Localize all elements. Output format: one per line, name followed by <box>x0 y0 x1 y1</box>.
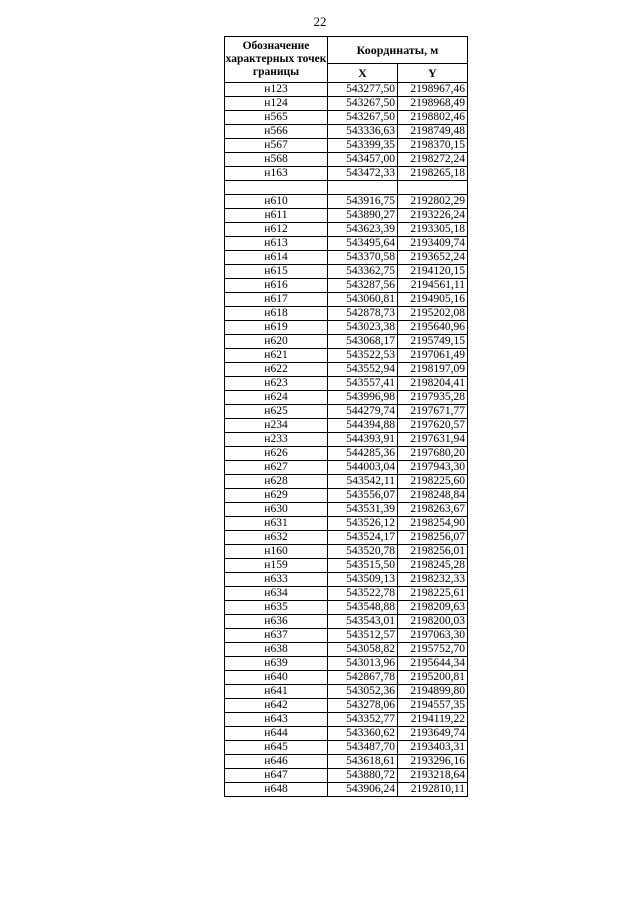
table-row <box>225 111 468 125</box>
y-cell: 2197935,28 <box>398 391 468 405</box>
y-cell: 2198272,24 <box>398 153 468 167</box>
x-cell: 544003,04 <box>328 461 398 475</box>
x-cell: 543880,72 <box>328 769 398 783</box>
point-cell: н612 <box>225 223 328 237</box>
x-cell: 543060,81 <box>328 293 398 307</box>
header-x: X <box>328 64 398 83</box>
table-row <box>225 643 468 657</box>
table-row <box>225 783 468 797</box>
table-row <box>225 251 468 265</box>
y-cell: 2198245,28 <box>398 559 468 573</box>
x-cell: 543509,13 <box>328 573 398 587</box>
point-cell: н623 <box>225 377 328 391</box>
table-row <box>225 321 468 335</box>
table-row <box>225 559 468 573</box>
point-cell: н626 <box>225 447 328 461</box>
y-cell: 2197620,57 <box>398 419 468 433</box>
point-cell: н614 <box>225 251 328 265</box>
y-cell: 2194120,15 <box>398 265 468 279</box>
x-cell: 543267,50 <box>328 97 398 111</box>
x-cell <box>328 181 398 195</box>
x-cell: 543520,78 <box>328 545 398 559</box>
y-cell: 2194119,22 <box>398 713 468 727</box>
table-row <box>225 531 468 545</box>
y-cell: 2198749,48 <box>398 125 468 139</box>
point-cell: н630 <box>225 503 328 517</box>
point-cell: н234 <box>225 419 328 433</box>
y-cell: 2193403,31 <box>398 741 468 755</box>
table-row <box>225 363 468 377</box>
y-cell: 2197671,77 <box>398 405 468 419</box>
y-cell: 2195752,70 <box>398 643 468 657</box>
y-cell: 2195200,81 <box>398 671 468 685</box>
header-point-designation: Обозначение характерных точек границы <box>225 37 328 83</box>
y-cell: 2198225,60 <box>398 475 468 489</box>
table-row <box>225 517 468 531</box>
y-cell: 2198263,67 <box>398 503 468 517</box>
x-cell: 543515,50 <box>328 559 398 573</box>
table-row <box>225 503 468 517</box>
y-cell: 2198370,15 <box>398 139 468 153</box>
table-row <box>225 391 468 405</box>
table-row <box>225 727 468 741</box>
x-cell: 542878,73 <box>328 307 398 321</box>
x-cell: 543556,07 <box>328 489 398 503</box>
y-cell: 2198209,63 <box>398 601 468 615</box>
x-cell: 543267,50 <box>328 111 398 125</box>
point-cell: н565 <box>225 111 328 125</box>
table-row <box>225 167 468 181</box>
y-cell: 2193296,16 <box>398 755 468 769</box>
x-cell: 543512,57 <box>328 629 398 643</box>
y-cell: 2194899,80 <box>398 685 468 699</box>
table-row <box>225 433 468 447</box>
point-cell: н648 <box>225 783 328 797</box>
table-row <box>225 755 468 769</box>
table-row <box>225 461 468 475</box>
y-cell: 2192810,11 <box>398 783 468 797</box>
x-cell: 543548,88 <box>328 601 398 615</box>
x-cell: 543543,01 <box>328 615 398 629</box>
y-cell: 2193305,18 <box>398 223 468 237</box>
point-cell: н638 <box>225 643 328 657</box>
point-cell: н647 <box>225 769 328 783</box>
x-cell: 543890,27 <box>328 209 398 223</box>
y-cell: 2198197,09 <box>398 363 468 377</box>
point-cell: н616 <box>225 279 328 293</box>
point-cell: н567 <box>225 139 328 153</box>
y-cell: 2193409,74 <box>398 237 468 251</box>
table-row <box>225 657 468 671</box>
x-cell: 543557,41 <box>328 377 398 391</box>
point-cell: н620 <box>225 335 328 349</box>
table-row <box>225 125 468 139</box>
y-cell: 2198204,41 <box>398 377 468 391</box>
y-cell: 2194561,11 <box>398 279 468 293</box>
y-cell: 2192802,29 <box>398 195 468 209</box>
table-row <box>225 713 468 727</box>
table-row <box>225 97 468 111</box>
table-row <box>225 223 468 237</box>
y-cell: 2197061,49 <box>398 349 468 363</box>
table-row <box>225 545 468 559</box>
point-cell: н613 <box>225 237 328 251</box>
table-row <box>225 419 468 433</box>
table-row <box>225 615 468 629</box>
x-cell: 543362,75 <box>328 265 398 279</box>
table-row <box>225 377 468 391</box>
y-cell: 2198248,84 <box>398 489 468 503</box>
point-cell: н625 <box>225 405 328 419</box>
point-cell: н233 <box>225 433 328 447</box>
point-cell: н159 <box>225 559 328 573</box>
table-row <box>225 139 468 153</box>
y-cell <box>398 181 468 195</box>
y-cell: 2198200,03 <box>398 615 468 629</box>
point-cell: н646 <box>225 755 328 769</box>
table-row <box>225 83 468 97</box>
x-cell: 543542,11 <box>328 475 398 489</box>
x-cell: 543552,94 <box>328 363 398 377</box>
x-cell: 542867,78 <box>328 671 398 685</box>
table-row <box>225 237 468 251</box>
y-cell: 2193218,64 <box>398 769 468 783</box>
x-cell: 544393,91 <box>328 433 398 447</box>
x-cell: 543526,12 <box>328 517 398 531</box>
x-cell: 543336,63 <box>328 125 398 139</box>
point-cell: н622 <box>225 363 328 377</box>
x-cell: 543522,53 <box>328 349 398 363</box>
table-row <box>225 405 468 419</box>
x-cell: 544285,36 <box>328 447 398 461</box>
point-cell: н611 <box>225 209 328 223</box>
point-cell: н642 <box>225 699 328 713</box>
y-cell: 2198232,33 <box>398 573 468 587</box>
point-cell: н566 <box>225 125 328 139</box>
x-cell: 543399,35 <box>328 139 398 153</box>
table-row <box>225 209 468 223</box>
point-cell: н568 <box>225 153 328 167</box>
table-row <box>225 475 468 489</box>
y-cell: 2198968,49 <box>398 97 468 111</box>
y-cell: 2197943,30 <box>398 461 468 475</box>
point-cell: н621 <box>225 349 328 363</box>
table-body <box>225 83 468 797</box>
point-cell: н644 <box>225 727 328 741</box>
point-cell: н631 <box>225 517 328 531</box>
x-cell: 543495,64 <box>328 237 398 251</box>
x-cell: 543278,06 <box>328 699 398 713</box>
table-row <box>225 573 468 587</box>
point-cell: н632 <box>225 531 328 545</box>
point-cell: н640 <box>225 671 328 685</box>
page-number: 22 <box>313 14 327 29</box>
table-row <box>225 181 468 195</box>
table-row <box>225 601 468 615</box>
y-cell: 2198254,90 <box>398 517 468 531</box>
point-cell: н639 <box>225 657 328 671</box>
x-cell: 543531,39 <box>328 503 398 517</box>
table-row <box>225 699 468 713</box>
table-row <box>225 685 468 699</box>
table-row <box>225 741 468 755</box>
y-cell: 2197631,94 <box>398 433 468 447</box>
x-cell: 543277,50 <box>328 83 398 97</box>
header-coordinates: Координаты, м <box>328 37 468 64</box>
table-row <box>225 153 468 167</box>
x-cell: 543360,62 <box>328 727 398 741</box>
coordinates-table <box>224 36 468 797</box>
point-cell: н124 <box>225 97 328 111</box>
table-row <box>225 769 468 783</box>
x-cell: 543623,39 <box>328 223 398 237</box>
x-cell: 543287,56 <box>328 279 398 293</box>
x-cell: 544394,88 <box>328 419 398 433</box>
point-cell: н123 <box>225 83 328 97</box>
y-cell: 2194557,35 <box>398 699 468 713</box>
point-cell: н634 <box>225 587 328 601</box>
y-cell: 2197680,20 <box>398 447 468 461</box>
point-cell: н610 <box>225 195 328 209</box>
table-row <box>225 349 468 363</box>
point-cell: н615 <box>225 265 328 279</box>
table-row <box>225 447 468 461</box>
x-cell: 543457,00 <box>328 153 398 167</box>
x-cell: 544279,74 <box>328 405 398 419</box>
table-row <box>225 587 468 601</box>
x-cell: 543996,98 <box>328 391 398 405</box>
y-cell: 2198225,61 <box>398 587 468 601</box>
point-cell: н617 <box>225 293 328 307</box>
table-row <box>225 279 468 293</box>
y-cell: 2198802,46 <box>398 111 468 125</box>
point-cell: н160 <box>225 545 328 559</box>
point-cell: н641 <box>225 685 328 699</box>
x-cell: 543058,82 <box>328 643 398 657</box>
x-cell: 543487,70 <box>328 741 398 755</box>
table-row <box>225 629 468 643</box>
x-cell: 543524,17 <box>328 531 398 545</box>
y-cell: 2198265,18 <box>398 167 468 181</box>
point-cell: н637 <box>225 629 328 643</box>
x-cell: 543352,77 <box>328 713 398 727</box>
y-cell: 2193652,24 <box>398 251 468 265</box>
table-row <box>225 335 468 349</box>
table-row <box>225 307 468 321</box>
y-cell: 2195749,15 <box>398 335 468 349</box>
y-cell: 2198256,01 <box>398 545 468 559</box>
point-cell: н619 <box>225 321 328 335</box>
x-cell: 543023,38 <box>328 321 398 335</box>
y-cell: 2198967,46 <box>398 83 468 97</box>
table-row <box>225 195 468 209</box>
y-cell: 2195202,08 <box>398 307 468 321</box>
x-cell: 543052,36 <box>328 685 398 699</box>
y-cell: 2193649,74 <box>398 727 468 741</box>
point-cell: н635 <box>225 601 328 615</box>
x-cell: 543013,96 <box>328 657 398 671</box>
y-cell: 2193226,24 <box>398 209 468 223</box>
y-cell: 2198256,07 <box>398 531 468 545</box>
point-cell: н643 <box>225 713 328 727</box>
point-cell: н618 <box>225 307 328 321</box>
x-cell: 543472,33 <box>328 167 398 181</box>
point-cell: н629 <box>225 489 328 503</box>
table-row <box>225 293 468 307</box>
x-cell: 543370,58 <box>328 251 398 265</box>
point-cell: н624 <box>225 391 328 405</box>
y-cell: 2197063,30 <box>398 629 468 643</box>
x-cell: 543916,75 <box>328 195 398 209</box>
x-cell: 543068,17 <box>328 335 398 349</box>
y-cell: 2195644,34 <box>398 657 468 671</box>
y-cell: 2195640,96 <box>398 321 468 335</box>
point-cell: н633 <box>225 573 328 587</box>
point-cell: н628 <box>225 475 328 489</box>
point-cell <box>225 181 328 195</box>
x-cell: 543618,61 <box>328 755 398 769</box>
y-cell: 2194905,16 <box>398 293 468 307</box>
table-row <box>225 489 468 503</box>
point-cell: н163 <box>225 167 328 181</box>
header-y: Y <box>398 64 468 83</box>
table-header <box>225 37 468 83</box>
point-cell: н627 <box>225 461 328 475</box>
table-row <box>225 265 468 279</box>
point-cell: н636 <box>225 615 328 629</box>
x-cell: 543906,24 <box>328 783 398 797</box>
point-cell: н645 <box>225 741 328 755</box>
table-row <box>225 671 468 685</box>
x-cell: 543522,78 <box>328 587 398 601</box>
